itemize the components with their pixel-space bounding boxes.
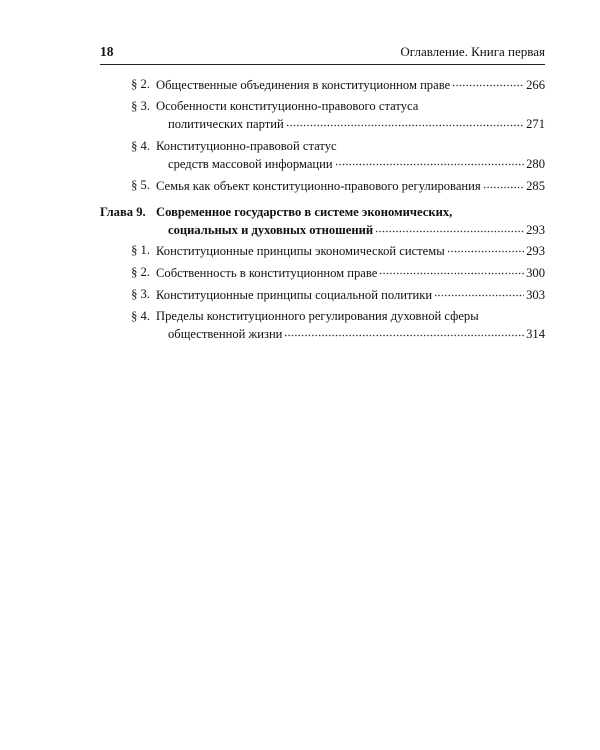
toc-entry-title: Конституционно-правовой статус	[156, 138, 337, 153]
toc-page-number: 271	[526, 117, 545, 132]
toc-section-entry	[100, 76, 545, 94]
running-head-title: Оглавление. Книга первая	[400, 44, 545, 59]
dot-leader	[447, 242, 524, 255]
toc-entry-title: Пределы конституционного регулирования духовной сферы	[156, 309, 479, 324]
running-head	[100, 44, 545, 62]
toc-line	[156, 264, 545, 282]
dot-leader	[335, 155, 524, 168]
toc-entry-title: политических партий	[168, 117, 284, 132]
toc-section-entry	[100, 264, 545, 282]
toc-entry-title: Семья как объект конституционно-правового регулирования	[156, 178, 481, 193]
toc-line	[156, 138, 545, 156]
toc-page-number: 314	[526, 327, 545, 342]
header-rule	[100, 64, 545, 65]
toc-entry-body	[156, 76, 545, 94]
toc-section-entry	[100, 138, 545, 174]
toc-entry-title: средств массовой информации	[168, 156, 333, 171]
toc-entry-title: Конституционные принципы социальной политики	[156, 287, 433, 302]
toc-section-entry	[100, 177, 545, 195]
toc-entry-title: Особенности конституционно-правового статуса	[156, 99, 419, 114]
section-label: § 1.	[131, 242, 150, 257]
toc-entry-body	[156, 204, 545, 240]
toc-entry-title: Собственность в конституционном праве	[156, 265, 378, 280]
toc-line	[156, 308, 545, 326]
toc-line	[156, 177, 545, 195]
toc-line	[156, 116, 545, 134]
toc-line	[156, 155, 545, 173]
toc-line	[156, 222, 545, 240]
toc-section-entry	[100, 242, 545, 260]
section-label: § 2.	[131, 265, 150, 280]
table-of-contents	[100, 76, 545, 348]
toc-entry-body	[156, 242, 545, 260]
section-label: § 4.	[131, 138, 150, 153]
toc-chapter-entry	[100, 204, 545, 240]
toc-line	[156, 204, 545, 222]
section-label: § 3.	[131, 99, 150, 114]
chapter-label: Глава 9.	[100, 205, 146, 220]
dot-leader	[379, 264, 524, 277]
toc-line	[156, 242, 545, 260]
dot-leader	[375, 222, 524, 235]
toc-page-number: 303	[526, 287, 545, 302]
section-label: § 5.	[131, 178, 150, 193]
toc-page-number: 300	[526, 265, 545, 280]
toc-page-number: 285	[526, 178, 545, 193]
toc-entry-title: Конституционные принципы экономической системы	[156, 243, 445, 258]
toc-entry-body	[156, 138, 545, 174]
toc-section-entry	[100, 98, 545, 134]
toc-entry-title: Общественные объединения в конституционном праве	[156, 77, 451, 92]
toc-section-entry	[100, 286, 545, 304]
toc-page-number: 293	[526, 223, 545, 238]
page-number: 18	[100, 44, 114, 59]
dot-leader	[452, 76, 524, 89]
toc-line	[156, 326, 545, 344]
section-label: § 4.	[131, 309, 150, 324]
dot-leader	[483, 177, 524, 190]
toc-entry-title: общественной жизни	[168, 327, 283, 342]
toc-line	[156, 98, 545, 116]
dot-leader	[284, 326, 524, 339]
toc-section-entry	[100, 308, 545, 344]
toc-entry-body	[156, 177, 545, 195]
section-label: § 3.	[131, 287, 150, 302]
toc-line	[156, 76, 545, 94]
dot-leader	[434, 286, 524, 299]
toc-entry-body	[156, 286, 545, 304]
toc-page-number: 293	[526, 243, 545, 258]
dot-leader	[286, 116, 524, 129]
toc-page-number: 280	[526, 156, 545, 171]
toc-line	[156, 286, 545, 304]
toc-entry-title: социальных и духовных отношений	[168, 223, 374, 238]
toc-entry-body	[156, 98, 545, 134]
section-label: § 2.	[131, 77, 150, 91]
toc-entry-body	[156, 264, 545, 282]
toc-page-number: 266	[526, 77, 545, 92]
toc-entry-title: Современное государство в системе экономических,	[156, 205, 453, 220]
toc-entry-body	[156, 308, 545, 344]
